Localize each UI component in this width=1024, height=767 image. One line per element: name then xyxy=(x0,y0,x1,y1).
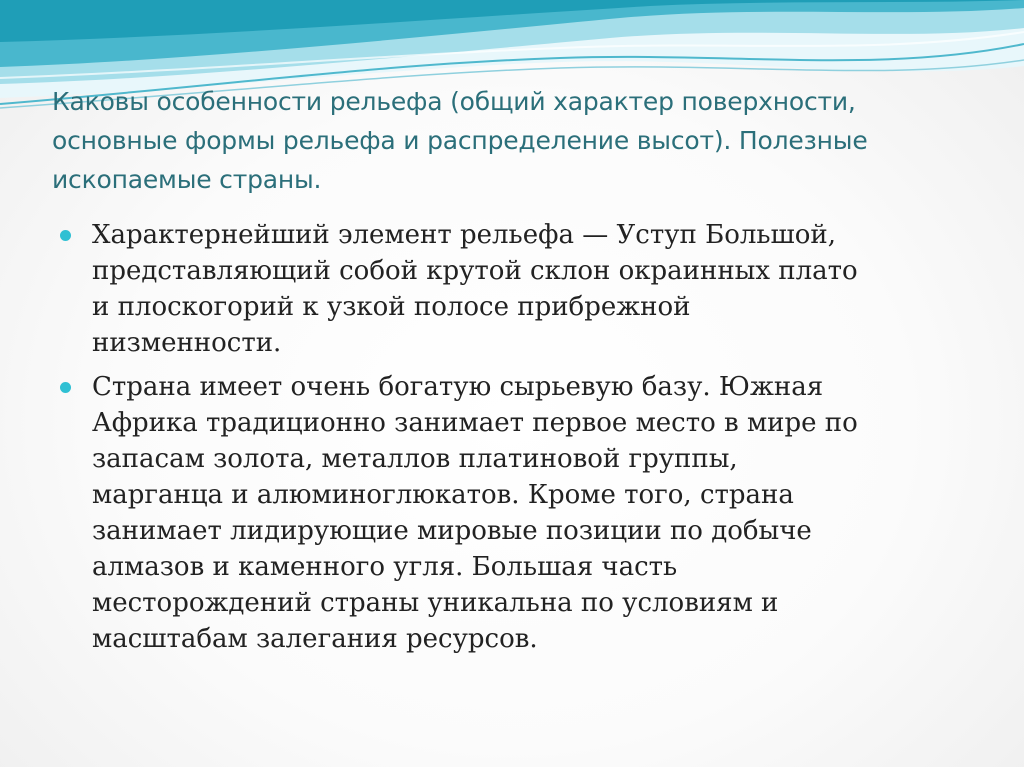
slide-title: Каковы особенности рельефа (общий характер поверхности, основные формы рельефа и распределение высот). Полезные ископаемые страны. xyxy=(52,87,868,194)
bullet-list xyxy=(60,217,980,665)
bullet-text: Страна имеет очень богатую сырьевую базу. Южная Африка традиционно занимает первое место в мире по запасам золота, металлов платиновой группы, марганца и алюминоглюкатов. Кроме того, страна занимает лидирующие мировые позиции по добыче алмазов и каменного угля. Большая часть месторождений страны уникальна по условиям и масштабам залегания ресурсов. xyxy=(92,372,858,654)
bullet-item xyxy=(60,217,980,361)
bullet-item xyxy=(60,369,980,657)
bullet-marker-icon xyxy=(60,382,71,393)
bullet-text: Характернейший элемент рельефа — Уступ Большой, представляющий собой крутой склон окраинных плато и плоскогорий к узкой полосе прибрежной низменности. xyxy=(92,220,858,358)
bullet-marker-icon xyxy=(60,230,71,241)
